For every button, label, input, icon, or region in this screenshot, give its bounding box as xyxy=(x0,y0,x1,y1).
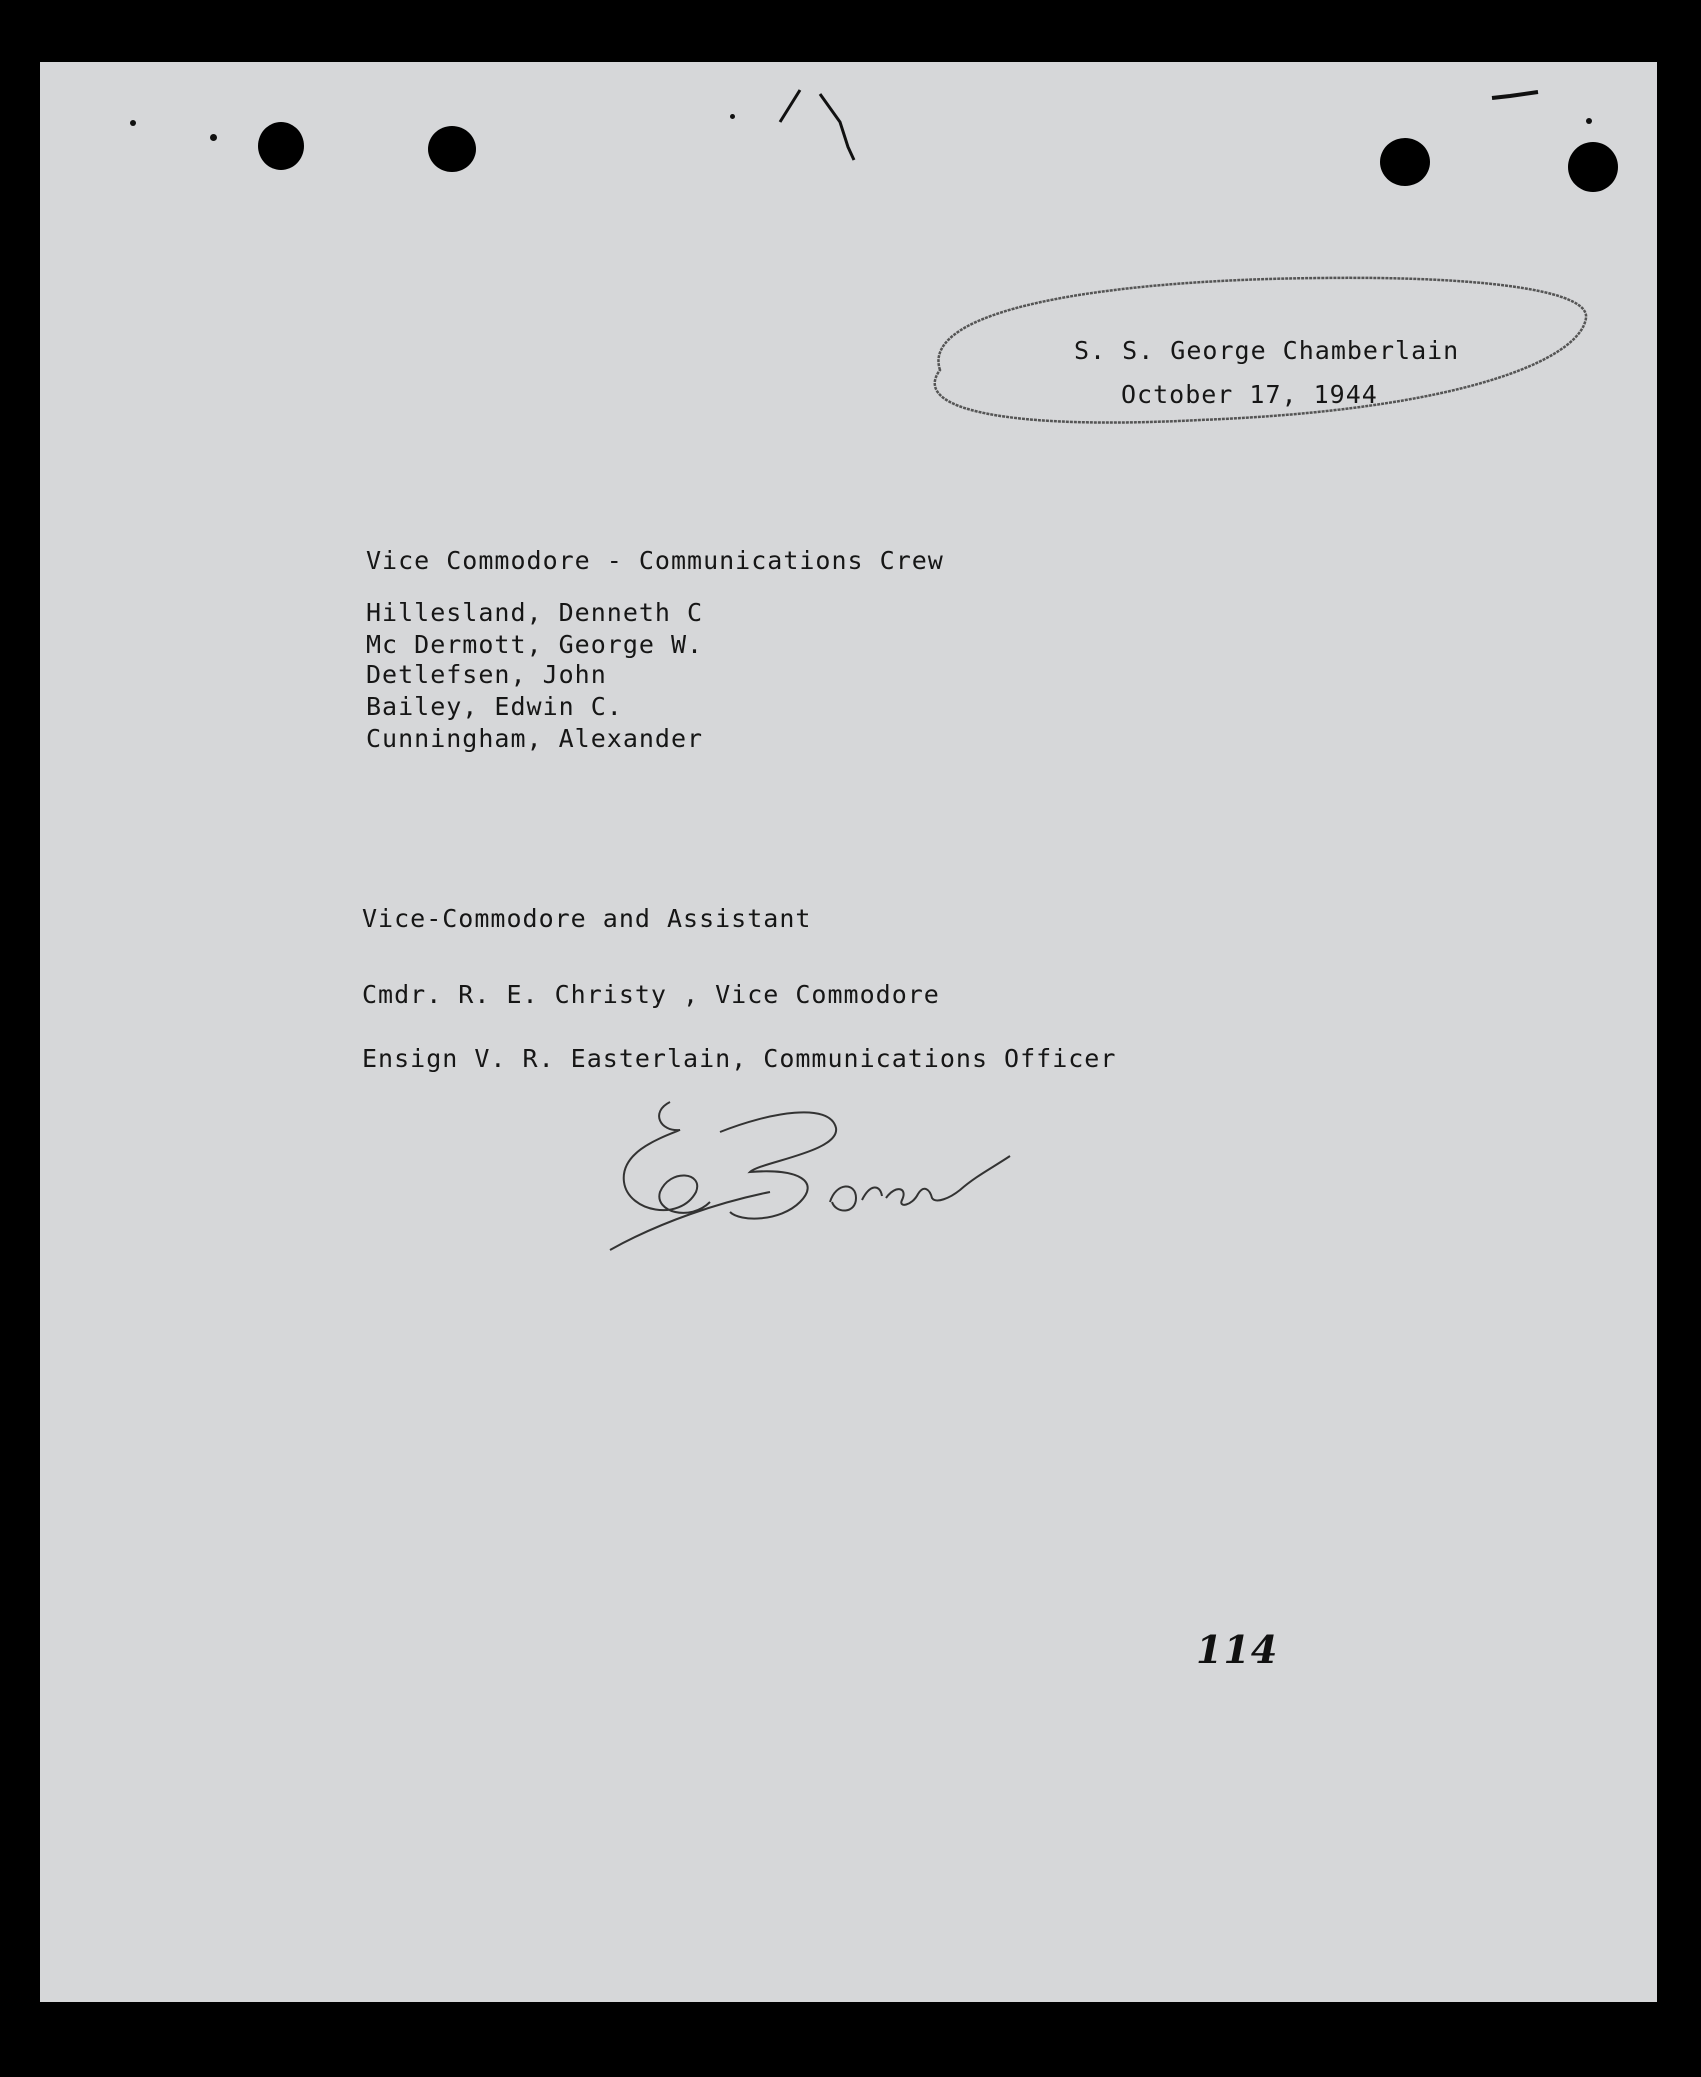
punch-hole xyxy=(428,126,476,172)
punch-hole xyxy=(258,122,304,170)
punch-hole xyxy=(1380,138,1430,186)
crew-name: Cunningham, Alexander xyxy=(366,724,704,753)
speck xyxy=(730,114,735,119)
crew-name: Hillesland, Denneth C xyxy=(366,598,704,627)
letter-date: October 17, 1944 xyxy=(1121,380,1378,409)
pen-mark xyxy=(770,82,880,172)
speck xyxy=(1586,118,1592,124)
document-page xyxy=(40,62,1657,2002)
section-heading: Vice-Commodore and Assistant xyxy=(362,904,812,933)
page-number: 114 xyxy=(1196,1627,1279,1672)
crew-name: Mc Dermott, George W. xyxy=(366,630,704,659)
ship-name: S. S. George Chamberlain xyxy=(1074,336,1460,365)
crew-name: Bailey, Edwin C. xyxy=(366,692,623,721)
section-heading: Vice Commodore - Communications Crew xyxy=(366,546,944,575)
officer-line: Ensign V. R. Easterlain, Communications Officer xyxy=(362,1044,1117,1073)
speck xyxy=(210,134,217,141)
speck xyxy=(130,120,136,126)
pen-mark xyxy=(1490,80,1570,110)
punch-hole xyxy=(1568,142,1618,192)
officer-line: Cmdr. R. E. Christy , Vice Commodore xyxy=(362,980,940,1009)
crew-name: Detlefsen, John xyxy=(366,660,607,689)
signature xyxy=(600,1072,1030,1272)
